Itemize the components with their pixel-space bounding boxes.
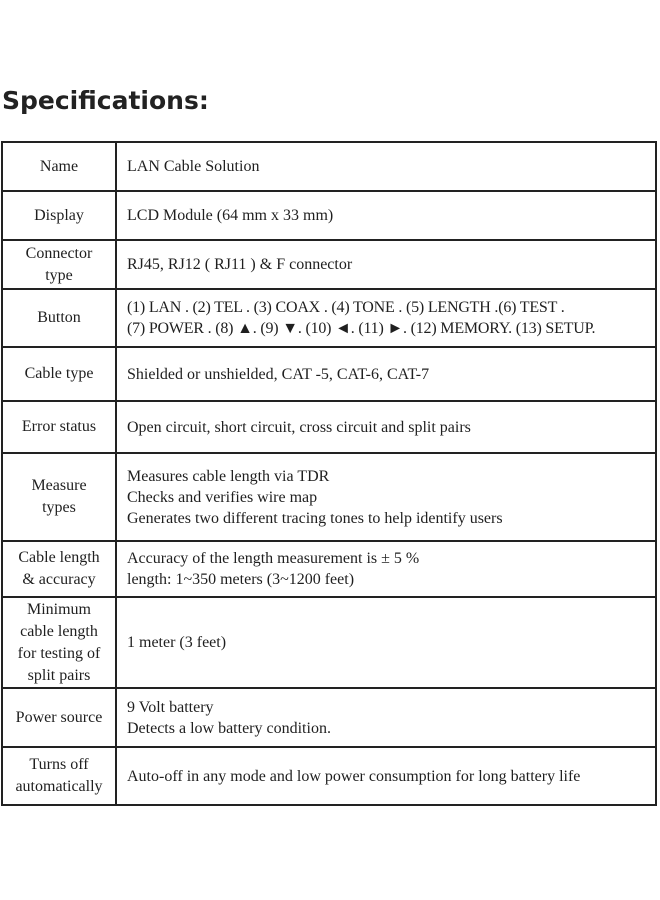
row-value-line: Detects a low battery condition. xyxy=(127,719,331,737)
table-row xyxy=(2,401,656,453)
row-value-line: (7) POWER . (8) ▲. (9) ▼. (10) ◄. (11) ►. (12) MEMORY. (13) SETUP. xyxy=(127,320,596,337)
table-row xyxy=(2,191,656,240)
table-row xyxy=(2,597,656,688)
specifications-table xyxy=(1,141,657,806)
row-value-line: length: 1~350 meters (3~1200 feet) xyxy=(127,571,355,588)
row-label-line: Display xyxy=(34,206,84,224)
row-value-line: LAN Cable Solution xyxy=(127,158,260,175)
row-value xyxy=(116,747,656,805)
row-label-line: Cable length xyxy=(18,549,100,566)
row-value-line: RJ45, RJ12 ( RJ11 ) & F connector xyxy=(127,256,353,273)
row-label-line: split pairs xyxy=(27,666,91,684)
row-value xyxy=(116,289,656,347)
row-value-line: (1) LAN . (2) TEL . (3) COAX . (4) TONE . (5) LENGTH .(6) TEST . xyxy=(127,299,565,316)
row-value-line: 1 meter (3 feet) xyxy=(127,634,227,651)
row-label xyxy=(2,142,116,191)
row-value xyxy=(116,191,656,240)
row-value xyxy=(116,688,656,747)
row-label xyxy=(2,289,116,347)
row-value-line: Shielded or unshielded, CAT -5, CAT-6, CAT-7 xyxy=(127,365,430,383)
table-row xyxy=(2,747,656,805)
table-row xyxy=(2,688,656,747)
row-label-line: Turns off xyxy=(29,756,89,773)
table-row xyxy=(2,541,656,597)
row-label-line: Name xyxy=(39,157,79,175)
row-value xyxy=(116,453,656,541)
row-value-line: 9 Volt battery xyxy=(127,698,214,716)
row-label xyxy=(2,747,116,805)
row-label xyxy=(2,688,116,747)
row-value xyxy=(116,597,656,688)
row-label xyxy=(2,347,116,401)
row-value-line: Accuracy of the length measurement is ± 5 % xyxy=(127,550,420,567)
row-label-line: cable length xyxy=(20,622,98,640)
row-value-line: Checks and verifies wire map xyxy=(127,488,318,506)
row-label-line: Measure xyxy=(31,477,87,494)
row-value-line: Open circuit, short circuit, cross circuit and split pairs xyxy=(127,418,471,436)
table-row xyxy=(2,347,656,401)
row-label-line: type xyxy=(45,266,73,284)
table-row xyxy=(2,453,656,541)
row-value-line: Generates two different tracing tones to help identify users xyxy=(127,509,503,527)
row-label-line: types xyxy=(42,499,76,516)
row-value xyxy=(116,401,656,453)
row-label-line: Error status xyxy=(21,418,97,435)
row-label-line: Minimum xyxy=(26,600,91,618)
row-value xyxy=(116,240,656,289)
row-label-line: Connector xyxy=(25,244,93,262)
row-label xyxy=(2,240,116,289)
row-value-line: LCD Module (64 mm x 33 mm) xyxy=(127,207,334,224)
row-label-line: Power source xyxy=(15,708,103,726)
row-label xyxy=(2,597,116,688)
table-row xyxy=(2,142,656,191)
row-label xyxy=(2,191,116,240)
row-label xyxy=(2,453,116,541)
row-value-line: Measures cable length via TDR xyxy=(127,467,330,485)
row-value xyxy=(116,541,656,597)
row-label xyxy=(2,541,116,597)
row-label-line: & accuracy xyxy=(22,571,96,588)
row-value-line: Auto-off in any mode and low power consumption for long battery life xyxy=(127,767,581,785)
row-label-line: Button xyxy=(37,309,81,326)
table-row xyxy=(2,289,656,347)
row-label-line: Cable type xyxy=(24,365,94,382)
table-row xyxy=(2,240,656,289)
row-label-line: automatically xyxy=(15,778,103,795)
row-label xyxy=(2,401,116,453)
row-value xyxy=(116,347,656,401)
page-title: Specifications: xyxy=(2,86,209,115)
row-label-line: for testing of xyxy=(17,644,101,662)
row-value xyxy=(116,142,656,191)
